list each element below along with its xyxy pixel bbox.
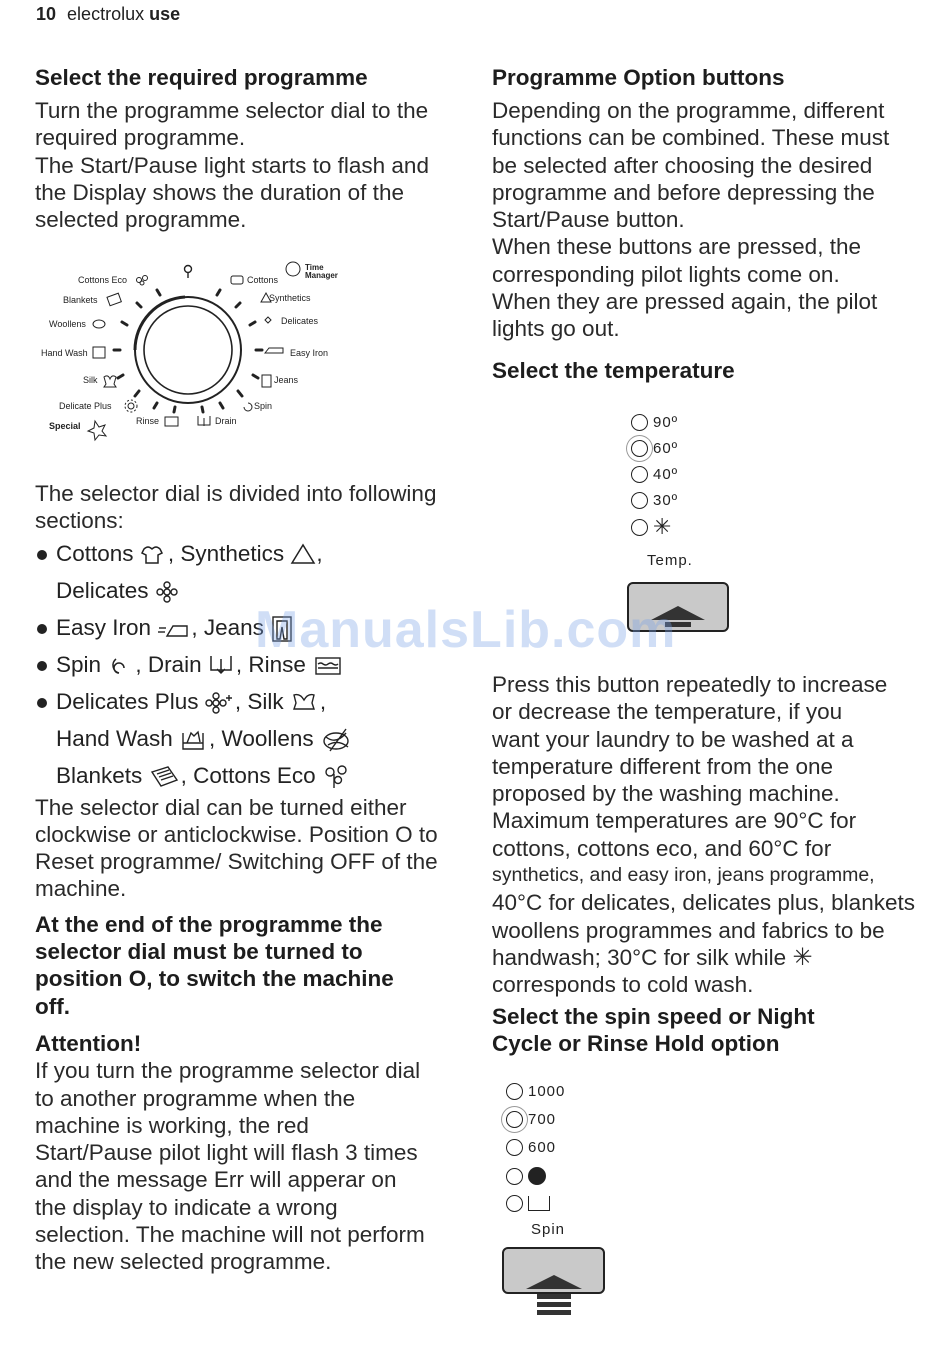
max-temp-line <box>492 944 932 971</box>
page-header <box>36 4 180 25</box>
woollens-icon <box>320 727 354 753</box>
options-line: corresponding pilot lights come on. <box>492 261 840 287</box>
dial-label-cottons: Cottons <box>247 275 279 285</box>
easy-iron-icon <box>157 618 191 640</box>
options-line: Start/Pause button. <box>492 207 685 233</box>
red-word: red <box>276 1112 309 1138</box>
left-column <box>35 64 465 233</box>
options-line: When they are pressed again, the pilot <box>492 289 878 315</box>
list-item-cont <box>35 757 465 794</box>
temp-30-label: 30º <box>653 492 679 509</box>
attention-line: to another programme when the <box>35 1085 356 1111</box>
temp-button-label: Temp. <box>647 552 693 569</box>
attention-text: and the message <box>35 1167 214 1193</box>
blankets-text: Blankets <box>56 762 143 788</box>
spin-title: Select the spin speed or Night <box>492 1003 815 1029</box>
hand-wash-text: Hand Wash <box>56 725 173 751</box>
max-temp-line: synthetics, and easy iron, jeans programme, <box>492 864 875 887</box>
options-line: functions can be combined. These must <box>492 125 890 151</box>
temp-text-line: want your laundry to be washed at a <box>492 726 854 752</box>
intro-line: selected programme. <box>35 207 247 233</box>
temp-text-line: or decrease the temperature, if you <box>492 699 843 725</box>
delicates-text: Delicates <box>56 577 149 603</box>
attention-line: the new selected programme. <box>35 1249 332 1275</box>
attention-text: machine is working, the <box>35 1112 277 1138</box>
temp-60-label: 60º <box>653 440 679 457</box>
synthetics-icon <box>290 543 316 567</box>
right-column <box>492 64 932 390</box>
dial-label-special: Special <box>49 421 81 431</box>
select-programme-title: Select the required programme <box>35 65 368 90</box>
cottons-icon <box>140 543 168 567</box>
dial-label-time: Time <box>305 263 324 272</box>
up-arrow-icon <box>504 1249 603 1319</box>
list-item-cont <box>35 720 465 757</box>
spin-1000-label: 1000 <box>528 1083 566 1100</box>
temp-30-row <box>631 492 678 509</box>
night-cycle-row <box>506 1167 546 1185</box>
temp-cold-row <box>631 514 673 539</box>
end-note: position O, to switch the machine <box>35 966 394 992</box>
option-buttons-title: Programme Option buttons <box>492 65 785 90</box>
cottons-text: Cottons <box>56 540 134 566</box>
turn-line: The selector dial can be turned either <box>35 794 407 820</box>
spin-700-row <box>506 1111 556 1128</box>
dial-label-cottons-eco: Cottons Eco <box>78 275 128 285</box>
delicates-plus-icon <box>205 691 235 715</box>
err-word: Err <box>213 1167 244 1193</box>
dial-label-spin: Spin <box>254 401 273 411</box>
attention-line <box>35 1112 465 1139</box>
lamp-icon <box>631 414 648 431</box>
spin-button-label: Spin <box>531 1221 566 1238</box>
attention-line: selection. The machine will not perform <box>35 1222 425 1248</box>
spin-700-label: 700 <box>528 1111 557 1128</box>
silk-icon <box>290 691 320 715</box>
lamp-icon <box>631 519 648 536</box>
turn-text: to <box>418 821 438 847</box>
temp-text-line: proposed by the washing machine. <box>492 781 840 807</box>
delicates-icon <box>155 580 179 604</box>
intro-line: required programme. <box>35 125 246 151</box>
turn-line <box>35 821 465 848</box>
dial-label-drain: Drain <box>215 416 237 426</box>
attention-line: the display to indicate a wrong <box>35 1194 338 1220</box>
section-name: use <box>149 4 181 24</box>
dial-label-blankets: Blankets <box>63 295 98 305</box>
attention-title: Attention! <box>35 1030 142 1056</box>
sections-intro-line: The selector dial is divided into following <box>35 481 437 506</box>
attention-line: Start/Pause pilot light will flash 3 times <box>35 1140 418 1166</box>
spin-600-row <box>506 1139 556 1156</box>
turn-line: machine. <box>35 876 127 902</box>
temp-60-row <box>631 440 678 457</box>
attention-line: If you turn the programme selector dial <box>35 1058 421 1084</box>
easy-iron-text: Easy Iron <box>56 614 152 640</box>
hand-wash-icon <box>179 727 209 753</box>
lit-lamp-icon <box>631 440 648 457</box>
max-temp-line: cottons, cottons eco, and 60°C for <box>492 835 832 861</box>
sections-intro-line: sections: <box>35 508 124 534</box>
temp-40-row <box>631 466 678 483</box>
dial-label-woollens: Woollens <box>49 319 86 329</box>
brand-name: electrolux <box>67 4 145 24</box>
dial-label-hand-wash: Hand Wash <box>41 348 88 358</box>
synthetics-text: , Synthetics <box>167 540 285 566</box>
dial-label-manager: Manager <box>305 271 338 280</box>
cold-wash-icon: ✳ <box>653 514 673 539</box>
temp-description <box>492 671 932 1057</box>
max-temp-text: handwash; 30°C for silk while <box>492 944 787 970</box>
rinse-text: , Rinse <box>235 651 306 677</box>
lamp-icon <box>506 1083 523 1100</box>
lamp-icon <box>631 466 648 483</box>
options-line: lights go out. <box>492 316 620 342</box>
spin-button[interactable] <box>502 1247 605 1294</box>
lamp-icon <box>506 1139 523 1156</box>
off-position: O <box>395 821 413 847</box>
drain-icon <box>208 653 236 679</box>
lamp-icon <box>631 492 648 509</box>
intro-line: the Display shows the duration of the <box>35 179 404 205</box>
intro-line: Turn the programme selector dial to the <box>35 98 429 123</box>
lamp-icon <box>506 1168 523 1185</box>
rinse-hold-icon <box>528 1196 550 1211</box>
cottons-eco-icon <box>322 764 352 790</box>
options-line: Depending on the programme, different <box>492 98 885 123</box>
woollens-text: , Woollens <box>208 725 314 751</box>
rinse-hold-row <box>506 1195 550 1212</box>
list-item <box>35 535 465 572</box>
lamp-icon <box>506 1195 523 1212</box>
max-temp-line: 40°C for delicates, delicates plus, blankets <box>492 890 915 916</box>
options-line: When these buttons are pressed, the <box>492 234 861 260</box>
spin-text: Spin <box>56 651 102 677</box>
spin-icon <box>107 655 135 677</box>
temp-text-line: Press this button repeatedly to increase <box>492 672 888 697</box>
silk-text: , Silk <box>234 688 284 714</box>
dial-label-rinse: Rinse <box>136 416 160 426</box>
dial-graphic <box>35 255 365 445</box>
end-note: off. <box>35 993 70 1019</box>
jeans-text: , Jeans <box>191 614 264 640</box>
temperature-title: Select the temperature <box>492 357 735 383</box>
dial-label-synthetics: Synthetics <box>269 293 311 303</box>
end-note: At the end of the programme the <box>35 911 383 937</box>
turn-text: clockwise or anticlockwise. Position <box>35 821 396 847</box>
comma: , <box>316 540 323 566</box>
end-note: selector dial must be turned to <box>35 939 363 965</box>
max-temp-line: woollens programmes and fabrics to be <box>492 917 885 943</box>
attention-line <box>35 1166 465 1193</box>
list-item <box>35 683 465 720</box>
temp-40-label: 40º <box>653 466 679 483</box>
spin-title: Cycle or Rinse Hold option <box>492 1030 780 1056</box>
options-line: programme and before depressing the <box>492 179 875 205</box>
dial-label-silk: Silk <box>83 375 98 385</box>
programme-dial <box>35 255 365 450</box>
temp-90-row <box>631 414 678 431</box>
dial-label-delicates: Delicates <box>281 316 319 326</box>
comma: , <box>319 688 327 714</box>
night-cycle-icon <box>528 1167 546 1185</box>
temp-text-line: temperature different from the one <box>492 753 834 779</box>
spin-600-label: 600 <box>528 1139 557 1156</box>
dial-label-delicate-plus: Delicate Plus <box>59 401 112 411</box>
turn-line: Reset programme/ Switching OFF of the <box>35 849 438 875</box>
watermark: ManualsLib.com <box>255 601 677 659</box>
dial-label-jeans: Jeans <box>274 375 299 385</box>
spin-1000-row <box>506 1083 565 1100</box>
cottons-eco-text: , Cottons Eco <box>180 762 316 788</box>
max-temp-line: corresponds to cold wash. <box>492 972 754 998</box>
cold-wash-icon: ✳ <box>792 943 813 971</box>
blankets-icon <box>149 764 181 790</box>
intro-line: The Start/Pause light starts to flash and <box>35 152 429 178</box>
page-number: 10 <box>36 4 57 24</box>
options-line: be selected after choosing the desired <box>492 152 873 178</box>
lit-lamp-icon <box>506 1111 523 1128</box>
drain-text: , Drain <box>135 651 202 677</box>
delicates-plus-text: Delicates Plus <box>56 688 199 714</box>
attention-text: will apperar on <box>243 1167 397 1193</box>
dial-label-easy-iron: Easy Iron <box>290 348 329 358</box>
temp-90-label: 90º <box>653 414 679 431</box>
max-temp-line: Maximum temperatures are 90°C for <box>492 808 857 834</box>
